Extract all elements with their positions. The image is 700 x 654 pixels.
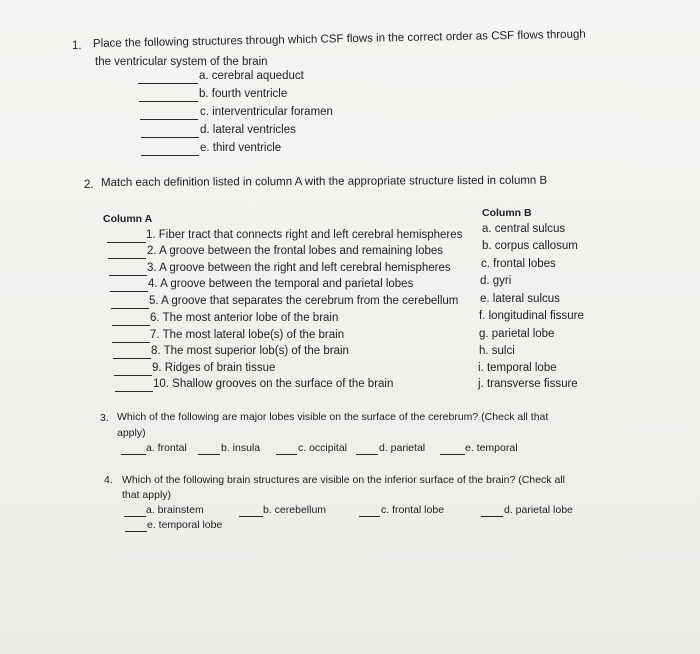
answer-blank-q2-10[interactable]	[115, 391, 153, 392]
structure-a: a. central sulcus	[482, 223, 566, 235]
question-2-number: 2.	[84, 179, 94, 191]
checkbox-q4-b[interactable]	[239, 516, 263, 517]
answer-blank-q2-3[interactable]	[109, 275, 147, 276]
question-4-text-line1: Which of the following brain structures are visible on the inferior surface of the brain? (Check all	[122, 474, 565, 486]
checkbox-q3-d[interactable]	[356, 454, 378, 455]
q1-option-e: e. third ventricle	[200, 142, 282, 154]
q3-option-b: b. insula	[221, 442, 261, 454]
q1-option-c: c. interventricular foramen	[200, 106, 333, 118]
question-2-text: Match each definition listed in column A with the appropriate structure listed in column B	[100, 174, 548, 189]
answer-blank-q2-9[interactable]	[114, 375, 152, 376]
definition-8: 8. The most superior lob(s) of the brain	[151, 345, 349, 357]
structure-c: c. frontal lobes	[481, 258, 556, 270]
checkbox-q4-c[interactable]	[359, 516, 380, 517]
structure-e: e. lateral sulcus	[480, 293, 560, 305]
q3-option-c: c. occipital	[298, 442, 348, 454]
answer-blank-q2-8[interactable]	[113, 358, 151, 359]
q4-option-a: a. brainstem	[146, 504, 204, 516]
structure-j: j. transverse fissure	[478, 378, 578, 390]
question-1-number: 1.	[72, 40, 82, 52]
definition-9: 9. Ridges of brain tissue	[152, 362, 276, 374]
checkbox-q4-a[interactable]	[124, 516, 146, 517]
checkbox-q4-e[interactable]	[125, 531, 147, 532]
question-4-number: 4.	[104, 474, 113, 486]
definition-7: 7. The most lateral lobe(s) of the brain	[150, 329, 345, 341]
structure-b: b. corpus callosum	[482, 240, 578, 252]
definition-5: 5. A groove that separates the cerebrum from the cerebellum	[149, 295, 459, 307]
q3-option-e: e. temporal	[465, 442, 518, 454]
definition-10: 10. Shallow grooves on the surface of the brain	[153, 378, 394, 390]
structure-i: i. temporal lobe	[478, 362, 557, 374]
q1-option-d: d. lateral ventricles	[200, 124, 296, 136]
answer-blank-q1-4[interactable]	[141, 137, 199, 138]
answer-blank-q2-4[interactable]	[110, 291, 148, 292]
question-3-text-line2: apply)	[117, 427, 146, 439]
q3-option-a: a. frontal	[146, 442, 187, 454]
column-b-header: Column B	[482, 207, 532, 219]
checkbox-q3-e[interactable]	[440, 454, 465, 455]
answer-blank-q2-5[interactable]	[111, 308, 149, 309]
question-3-number: 3.	[100, 412, 109, 424]
structure-g: g. parietal lobe	[479, 328, 555, 340]
definition-6: 6. The most anterior lobe of the brain	[150, 312, 339, 324]
answer-blank-q1-1[interactable]	[138, 83, 198, 84]
checkbox-q4-d[interactable]	[481, 516, 503, 517]
structure-d: d. gyri	[480, 275, 512, 287]
answer-blank-q1-3[interactable]	[140, 119, 198, 120]
answer-blank-q1-5[interactable]	[141, 155, 199, 156]
q1-option-a: a. cerebral aqueduct	[199, 70, 304, 82]
definition-4: 4. A groove between the temporal and parietal lobes	[148, 278, 414, 290]
q4-option-d: d. parietal lobe	[504, 504, 573, 516]
question-4-text-line2: that apply)	[122, 489, 172, 501]
q4-option-c: c. frontal lobe	[381, 504, 445, 516]
structure-h: h. sulci	[479, 345, 515, 357]
answer-blank-q2-7[interactable]	[112, 342, 150, 343]
definition-2: 2. A groove between the frontal lobes and remaining lobes	[147, 245, 444, 257]
q1-option-b: b. fourth ventricle	[199, 88, 288, 100]
answer-blank-q1-2[interactable]	[139, 101, 198, 102]
q4-option-e: e. temporal lobe	[147, 519, 223, 531]
answer-blank-q2-2[interactable]	[108, 258, 146, 259]
q4-option-b: b. cerebellum	[263, 504, 327, 516]
checkbox-q3-b[interactable]	[198, 454, 220, 455]
definition-1: 1. Fiber tract that connects right and left cerebral hemispheres	[146, 229, 463, 241]
question-1-text-line2: the ventricular system of the brain	[95, 56, 268, 68]
answer-blank-q2-1[interactable]	[107, 242, 146, 243]
checkbox-q3-a[interactable]	[121, 454, 146, 455]
q3-option-d: d. parietal	[379, 442, 426, 454]
column-a-header: Column A	[103, 213, 153, 225]
question-1-text-line1: Place the following structures through which CSF flows in the correct order as CSF flows through	[92, 28, 586, 50]
answer-blank-q2-6[interactable]	[112, 325, 150, 326]
structure-f: f. longitudinal fissure	[479, 310, 584, 322]
question-3-text-line1: Which of the following are major lobes visible on the surface of the cerebrum? (Check all that	[117, 411, 549, 423]
definition-3: 3. A groove between the right and left cerebral hemispheres	[147, 262, 451, 274]
checkbox-q3-c[interactable]	[276, 454, 297, 455]
